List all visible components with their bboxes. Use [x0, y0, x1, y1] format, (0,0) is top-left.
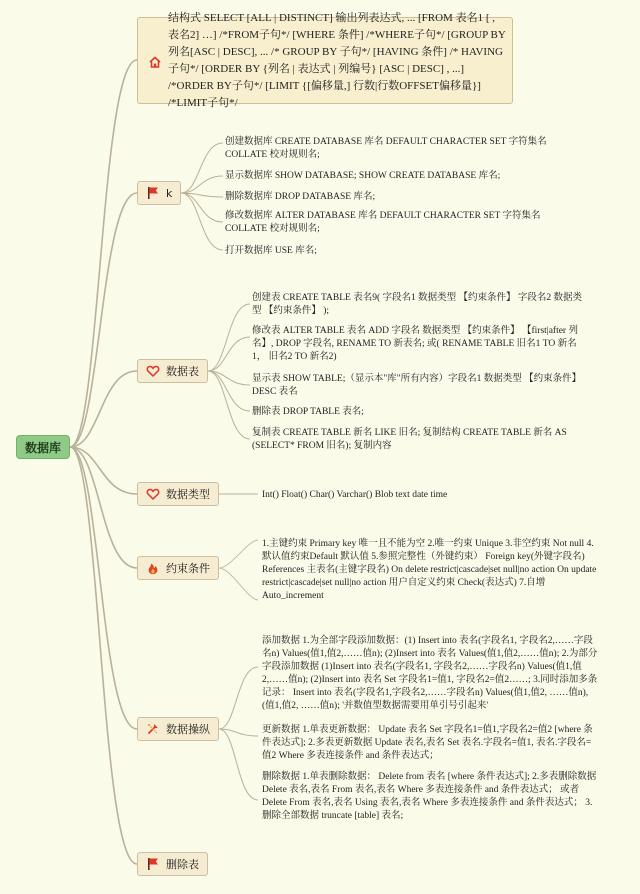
- home-icon: [148, 54, 162, 68]
- branch-node-types[interactable]: [137, 482, 219, 506]
- branch-node-k[interactable]: [137, 181, 181, 205]
- branch-label-droptable: 删除表: [166, 858, 199, 871]
- leaf-drop-table: 删除表 DROP TABLE 表名;: [252, 407, 364, 417]
- leaf-create-table: 创建表 CREATE TABLE 表名9( 字段名1 数据类型 【约束条件】 字段名2 数据类型 【约束条件】 );: [252, 293, 582, 316]
- connector-table-leaf-1: [208, 337, 250, 371]
- branch-node-dml[interactable]: [137, 717, 219, 741]
- flag-icon: [146, 857, 160, 871]
- branch-label-types: 数据类型: [166, 488, 210, 501]
- root-label: 数据库: [24, 440, 61, 455]
- connector-constraints-bracket: [219, 540, 258, 600]
- heart-icon: [146, 364, 160, 378]
- heart-icon: [146, 487, 160, 501]
- connector-root-intro: [70, 60, 137, 447]
- leaf-update-data: 更新数据 1.单表更新数据： Update 表名 Set 字段名1=值1,字段名2=值2 [where 条件表达式]; 2.多表更新数据 Update 表名,表名 Set 表名.字段名=值1, 表名.字段名=值2 Where 多表连接条件 and 条件表达式；: [262, 725, 593, 761]
- select-syntax-text: 结构式 SELECT [ALL | DISTINCT] 输出列表达式, ... [FROM 表名1 [ , 表名2] …] /*FROM子句*/ [WHERE 条件] /*WHERE子句*/ [GROUP BY 列名[ASC | DESC], ... /* GROUP BY 子句*/ [HAVING 条件] /* HAVING 子句*/ [ORDER BY {列名 | 表达式 | 列编号} [ASC | DESC] , ...] /*ORDER BY子句*/ [LIMIT {[偏移量,] 行数|行数OFFSET偏移量}] /*LIMIT子句*/: [168, 11, 506, 109]
- leaf-data-types: Int() Float() Char() Varchar() Blob text date time: [262, 490, 448, 500]
- connector-table-leaf-4: [208, 371, 250, 439]
- branch-label-table: 数据表: [166, 365, 199, 378]
- leaf-show-table: 显示表 SHOW TABLE;（显示本"库"所有内容）字段名1 数据类型 【约束条件】 DESC 表名: [252, 374, 582, 397]
- branch-node-table[interactable]: [137, 359, 208, 383]
- leaf-use-database: 打开数据库 USE 库名;: [225, 246, 317, 256]
- tools-icon: [146, 722, 160, 736]
- connector-dml-leaf-2: [219, 729, 258, 800]
- leaf-drop-database: 删除数据库 DROP DATABASE 库名;: [225, 192, 376, 202]
- flag-icon: [146, 186, 160, 200]
- connector-k-leaf-0: [181, 143, 223, 193]
- fire-icon: [146, 561, 160, 575]
- connector-dml-leaf-0: [219, 667, 258, 729]
- connector-root-types: [70, 447, 137, 494]
- branch-node-droptable[interactable]: [137, 852, 208, 876]
- leaf-insert-data: 添加数据 1.为全部字段添加数据：(1) Insert into 表名(字段名1, 字段名2,……字段名n) Values(值1,值2,……值n); (2)Insert into 表名 Values(值1,值2,……值n); 2.为部分字段添加数据 (1)Insert into 表名(字段名1, 字段名2,……字段名n) Values(值1,值2,……值n); (2)Insert into 表名 Set 字段名1=值1, 字段名2=值2……; 3.同时添加多条记录： Insert into 表名(字段名1,字段名2,……字段名n) Values(值1,值2, ……值n),(值1,值2, ……值n); '并数值型数据需要用单引号引起来': [262, 636, 598, 711]
- select-syntax-node[interactable]: [137, 11, 513, 109]
- leaf-copy-table: 复制表 CREATE TABLE 新名 LIKE 旧名; 复制结构 CREATE TABLE 新名 AS (SELECT* FROM 旧名); 复制内容: [252, 428, 567, 451]
- connector-table-leaf-3: [208, 371, 250, 411]
- branch-node-constraints[interactable]: [137, 556, 219, 580]
- leaf-delete-data: 删除数据 1.单表删除数据： Delete from 表名 [where 条件表达式]; 2.多表删除数据 Delete 表名,表名 From 表名,表名 Where 多表连接条件 and 条件表达式； 或者 Delete From 表名,表名 Using 表名,表名 Where 多表连接条件 and 条件表达式； 3.删除全部数据 truncate [table] 表名;: [262, 772, 597, 821]
- leaf-show-database: 显示数据库 SHOW DATABASE; SHOW CREATE DATABASE 库名;: [225, 171, 501, 181]
- leaf-alter-table: 修改表 ALTER TABLE 表名 ADD 字段名 数据类型 【约束条件】 【first|after 列名】, DROP 字段名, RENAME TO 新表名; 或( RENAME TABLE 旧名1 TO 新名1， 旧名2 TO 新名2): [252, 326, 578, 362]
- root-node[interactable]: [16, 435, 70, 459]
- leaf-constraints: 1.主键约束 Primary key 唯一且不能为空 2.唯一约束 Unique 3.非空约束 Not null 4.默认值约束Default 默认值 5.参照完整性（外键约束） Foreign key(外键字段名) References 主表名(主键字段名) On delete restrict|cascade|set null|no action On update restrict|cascade|set null|no action 用户自定义约束 Check(表达式) 7.自增 Auto_increment: [262, 539, 597, 601]
- branch-label-dml: 数据操纵: [166, 723, 210, 736]
- branch-label-k: k: [166, 186, 173, 200]
- connector-root-droptable: [70, 447, 137, 864]
- branch-label-constraints: 约束条件: [166, 562, 210, 575]
- leaf-create-database: 创建数据库 CREATE DATABASE 库名 DEFAULT CHARACTER SET 字符集名 COLLATE 校对规则名;: [225, 137, 547, 160]
- leaf-alter-database: 修改数据库 ALTER DATABASE 库名 DEFAULT CHARACTER SET 字符集名 COLLATE 校对规则名;: [225, 211, 541, 234]
